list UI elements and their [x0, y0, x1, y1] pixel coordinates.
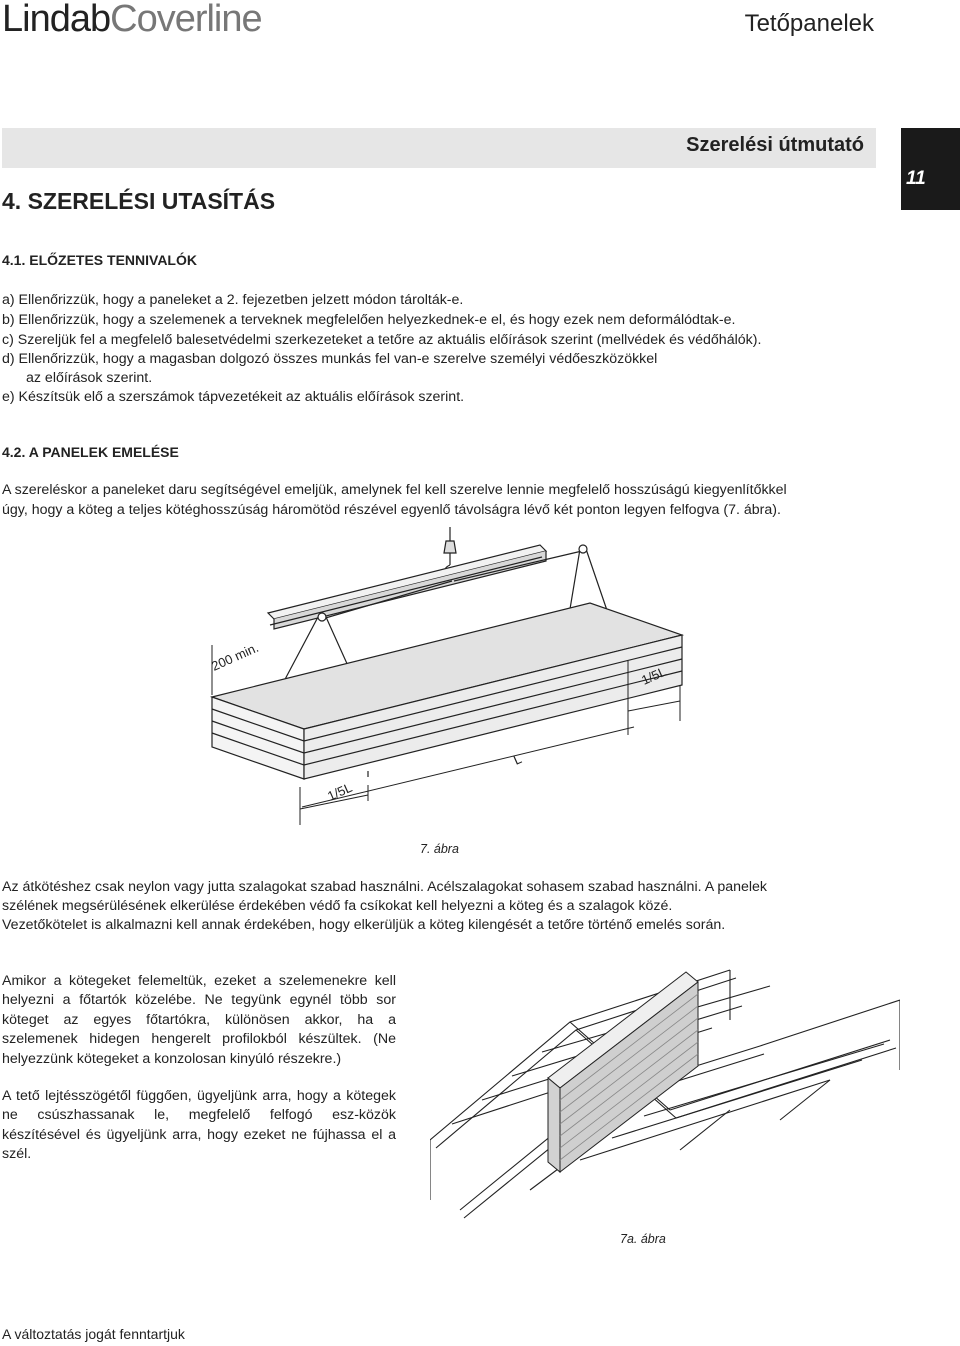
list-item: a) Ellenőrizzük, hogy a paneleket a 2. fejezetben jelzett módon tárolták-e.: [2, 292, 464, 308]
storage-instructions-text: [2, 972, 396, 1183]
paragraph-line: úgy, hogy a köteg a teljes kötéghosszúság háromötöd részével egyenlő távolságra lévő két ponton legyen felfogva (7. ábra).: [2, 502, 781, 518]
chapter-title: 4. SZERELÉSI UTASÍTÁS: [2, 188, 276, 214]
paragraph-line: A szereléskor a paneleket daru segítségével emeljük, amelynek fel kell szerelve lennie megfelelő hosszúságú kiegyenlítőkkel: [2, 482, 787, 498]
list-item: d) Ellenőrizzük, hogy a magasban dolgozó összes munkás fel van-e szerelve személyi védőeszközökkel: [2, 351, 658, 367]
figure-7-caption: 7. ábra: [420, 842, 459, 856]
subsection-bar: [2, 128, 876, 168]
section-title: Tetőpanelek: [744, 10, 874, 37]
note-line: Az átkötéshez csak neylon vagy jutta szalagokat szabad használni. Acélszalagokat sohasem szabad használni. A panelek: [2, 879, 768, 895]
brand-part1: Lindab: [2, 0, 111, 40]
figure-7a-caption: 7a. ábra: [620, 1232, 666, 1246]
instruction-paragraph: Amikor a kötegeket felemeltük, ezeket a szelemenekre kell helyezni a főtartók közelébe. Ne tegyünk egynél több sor köteget az egyes főtartókra, különösen akkor, ha a szelemenek hidegen hengerelt profilokból készültek. (Ne helyezzünk kötegeket a konzolosan kinyúló részekre.): [2, 973, 396, 1067]
instruction-paragraph: A tető lejtésszögétől függően, ügyeljünk arra, hogy a kötegek ne csúszhassanak le, megfelelő felfogó esz-közök készítésével és ügyeljünk arra, hogy ezeket ne fújhassa el a szél.: [2, 1088, 396, 1163]
brand-logo: [2, 0, 262, 41]
page-number-tab: [901, 128, 960, 210]
list-item: e) Készítsük elő a szerszámok tápvezetékeit az aktuális előírások szerint.: [2, 389, 465, 405]
note-line: Vezetőkötelet is alkalmazni kell annak érdekében, hogy elkerüljük a köteg kilengését a tetőre történő emelés során.: [2, 917, 726, 933]
label-fifth-right: 1/5L: [639, 663, 669, 688]
figure-7-lifting-diagram: [200, 525, 700, 850]
list-item: b) Ellenőrizzük, hogy a szelemenek a terveknek megfelelően helyezkednek-e el, és hogy ezek nem deformálódtak-e.: [2, 312, 736, 328]
brand-part2: Coverline: [110, 0, 262, 40]
label-200-min: 200 min.: [209, 639, 261, 674]
list-item: c) Szereljük fel a megfelelő balesetvédelmi szerkezeteket a tetőre az aktuális előírások szerint (mellvédek és védőhálók).: [2, 332, 762, 348]
note-line: szélének megsérülésének elkerülése érdekében védő fa csíkokat kell helyezni a köteg és a szalagok közé.: [2, 898, 673, 914]
figure-7a-roof-diagram: [430, 960, 900, 1228]
section-heading-4-1: 4.1. ELŐZETES TENNIVALÓK: [2, 252, 197, 268]
label-fifth-left: 1/5L: [325, 779, 355, 804]
list-item-continuation: az előírások szerint.: [26, 370, 153, 386]
footer-note: A változtatás jogát fenntartjuk: [2, 1326, 185, 1342]
subsection-title: Szerelési útmutató: [686, 134, 864, 156]
page-number: 11: [906, 168, 926, 189]
section-heading-4-2: 4.2. A PANELEK EMELÉSE: [2, 444, 179, 460]
label-length: L: [511, 751, 524, 768]
